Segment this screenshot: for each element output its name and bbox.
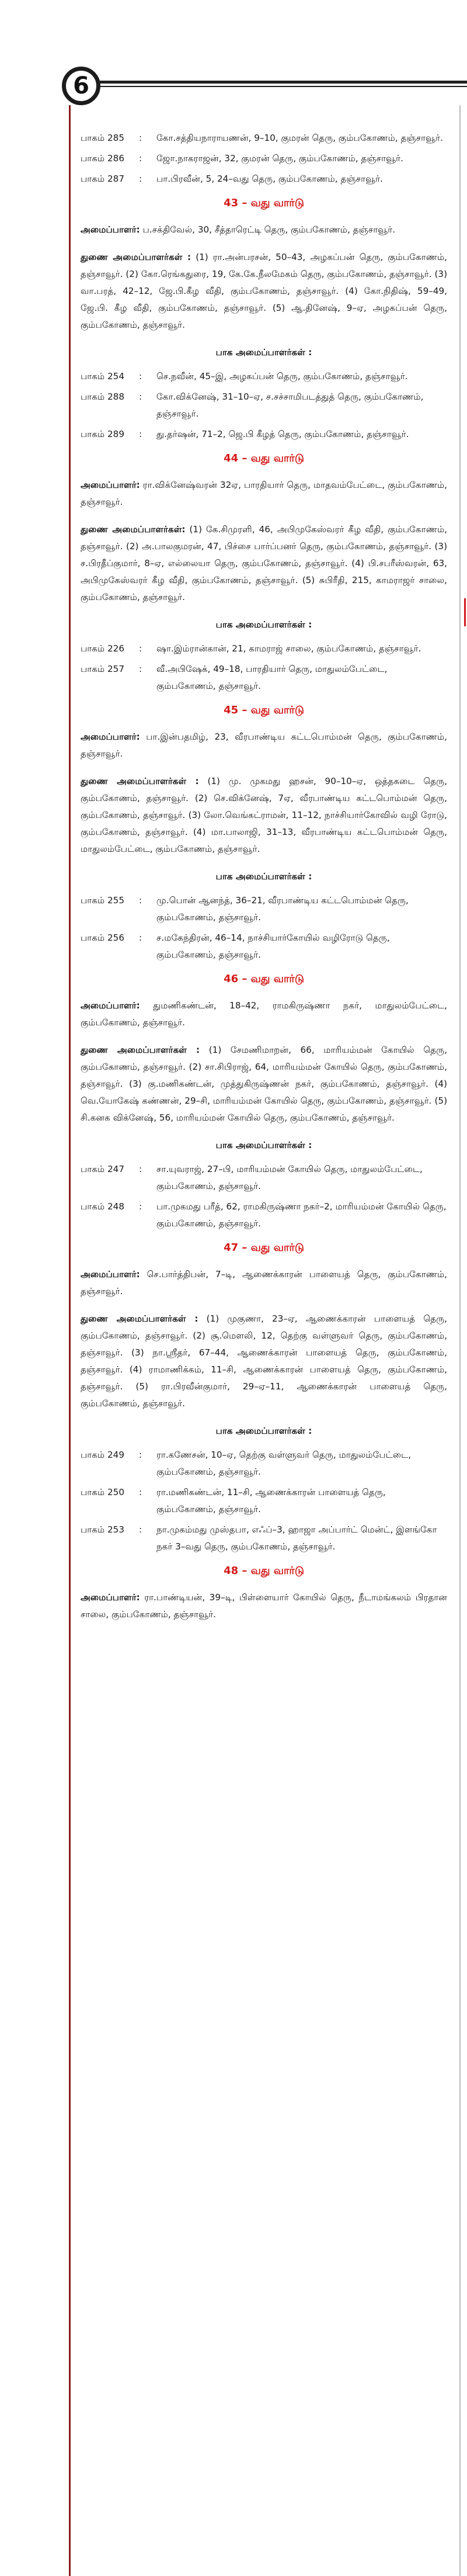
page-number-badge [62, 67, 100, 105]
booth-row [81, 1447, 447, 1481]
deputy-text: (1) முகுணா, 23–ஏ, ஆணைக்காரன் பாளையத் தெரு, கும்பகோணம், தஞ்சாவூர். (2) சூ.மெளலி, 12, தெற்கு வள்ளுவர் தெரு, கும்பகோணம், தஞ்சாவூர். (3) நா.ஸ்ரீதர், 67–44, ஆணைக்காரன் பாளையத் தெரு, கும்பகோணம், தஞ்சாவூர். (4) ராமாணிக்கம், 11–சி, ஆணைக்காரன் பாளையத் தெரு, கும்பகோணம், தஞ்சாவூர். (5) ரா.பிரவீன்குமார், 29–ஏ–11, ஆணைக்காரன் பாளையத் தெரு, கும்பகோணம், தஞ்சாவூர். [81, 1313, 448, 1409]
deputy-organizers [81, 1042, 447, 1126]
booth-address: பா.பிரவீன், 5, 24–வது தெரு, கும்பகோணம், தஞ்சாவூர். [156, 174, 383, 184]
deputy-label: துணை அமைப்பாளர்கள் : [81, 776, 199, 786]
deputy-text: (1) மு. முகமது ஹசன், 90–10–ஏ, ஒத்தகடை தெரு, கும்பகோணம், தஞ்சாவூர். (2) செ.விக்னேஷ், 7ஏ, வீரபாண்டிய கட்டபொம்மன் தெரு, கும்பகோணம், தஞ்சாவூர். (3) லோ.வெங்கட்ராமன், 11–12, நாச்சியார்கோவில் வழி ரோடு, கும்பகோணம், தஞ்சாவூர். (4) மா.பாலாஜி, 31–13, வீரபாண்டிய கட்டபொம்மன் தெரு, மாதுலம்பேட்டை, கும்பகோணம், தஞ்சாவூர். [81, 776, 448, 854]
ward-section [81, 1562, 447, 1623]
booth-separator: : [139, 153, 142, 164]
ward-organizer [81, 477, 447, 511]
booth-number: பாகம் 254 [81, 371, 124, 382]
ward-organizer [81, 221, 447, 238]
booth-row [81, 1484, 447, 1518]
booth-heading: பாக அமைப்பாளர்கள் : [215, 1140, 312, 1150]
booth-row [81, 389, 447, 422]
booth-number: பாகம் 250 [81, 1487, 124, 1497]
booth-number: பாகம் 247 [81, 1164, 124, 1174]
deputy-label: துணை அமைப்பாளர்கள் : [81, 252, 191, 262]
booth-number: பாகம் 286 [81, 153, 124, 164]
booth-address: செ.நவீன், 45–இ, அழகப்பன் தெரு, கும்பகோணம், தஞ்சாவூர். [156, 371, 408, 382]
booth-heading: பாக அமைப்பாளர்கள் : [215, 619, 312, 630]
booth-row [81, 426, 447, 443]
ward-title: 43 – வது வார்டு [224, 197, 304, 209]
booth-separator: : [139, 1201, 142, 1212]
ward-section [81, 450, 447, 695]
ward-title: 48 – வது வார்டு [224, 1565, 304, 1577]
booth-row [81, 640, 447, 657]
booth-row [81, 368, 447, 385]
organizer-text: ப.சக்திவேல், 30, சீத்தாரெட்டி தெரு, கும்பகோணம், தஞ்சாவூர். [142, 224, 396, 235]
booth-row [81, 661, 447, 695]
booth-number: பாகம் 256 [81, 932, 124, 943]
deputy-label: துணை அமைப்பாளர்கள் : [81, 1045, 200, 1055]
booth-row [81, 1521, 447, 1555]
deputy-organizers [81, 773, 447, 858]
booth-row [81, 150, 447, 167]
booth-separator: : [139, 1524, 142, 1535]
ward-title: 45 – வது வார்டு [224, 704, 304, 716]
booth-separator: : [139, 391, 142, 402]
ward-title: 44 – வது வார்டு [224, 452, 304, 464]
organizer-text: ரா.விக்னேஷ்வரன் 32ஏ, பாரதியார் தெரு, மாதவம்பேட்டை, கும்பகோணம், தஞ்சாவூர். [81, 480, 448, 507]
booth-address: பா.முகமது பரீத், 62, ராமகிருஷ்ணா நகர்–2, மாரியம்மன் கோயில் தெரு, கும்பகோணம், தஞ்சாவூர். [156, 1201, 447, 1229]
header-rule [88, 81, 467, 84]
booth-separator: : [139, 643, 142, 654]
booth-separator: : [139, 429, 142, 439]
booth-address: ரா.மணிகண்டன், 11–சி, ஆணைக்காரன் பாளையத் தெரு, கும்பகோணம், தஞ்சாவூர். [156, 1487, 386, 1514]
article-body [81, 130, 447, 1634]
booth-heading: பாக அமைப்பாளர்கள் : [215, 1426, 312, 1436]
page-number: 6 [73, 72, 89, 99]
ward-list [81, 195, 447, 1623]
ward-section [81, 970, 447, 1232]
intro-booth-list [81, 130, 447, 188]
booth-address: கோ.சத்தியநாராயணன், 9–10, குமரன் தெரு, கும்பகோணம், தஞ்சாவூர். [156, 133, 443, 143]
booth-row [81, 171, 447, 188]
deputy-label: துணை அமைப்பாளர்கள்: [81, 524, 186, 535]
booth-address: வீ.அபிஷேக், 49–18, பாரதியார் தெரு, மாதுலம்பேட்டை, கும்பகோணம், தஞ்சாவூர். [156, 664, 388, 691]
organizer-label: அமைப்பாளர்: [81, 1000, 140, 1011]
booth-number: பாகம் 285 [81, 133, 124, 143]
booth-address: மு.பொன் ஆனந்த், 36–21, வீரபாண்டிய கட்டபொம்மன் தெரு, கும்பகோணம், தஞ்சாவூர். [156, 895, 409, 923]
booth-number: பாகம் 288 [81, 391, 124, 402]
deputy-text: (1) சேமணிமாறன், 66, மாரியம்மன் கோயில் தெரு, கும்பகோணம், தஞ்சாவூர். (2) சா.சிபிராஜ், 64, மாரியம்மன் கோயில் தெரு, கும்பகோணம், தஞ்சாவூர். (3) கு.மணிகண்டன், முத்துகிருஷ்ணன் நகர், கும்பகோணம், தஞ்சாவூர். (4) வெ.யோகேஷ் கண்ணன், 29–சி, மாரியம்மன் கோயில் தெரு, கும்பகோணம், தஞ்சாவூர். (5) சி.கனக விக்னேஷ், 56, மாரியம்மன் கோயில் தெரு, கும்பகோணம், தஞ்சாவூர். [81, 1045, 447, 1123]
booth-separator: : [139, 1487, 142, 1497]
booth-row [81, 130, 447, 147]
ward-organizer [81, 729, 447, 762]
margin-marker [464, 598, 466, 626]
organizer-label: அமைப்பாளர்: [81, 1592, 140, 1603]
booth-row [81, 1198, 447, 1232]
booth-separator: : [139, 174, 142, 184]
ward-title: 47 – வது வார்டு [224, 1242, 304, 1254]
booth-address: கோ.விக்னேஷ், 31–10–ஏ, ச.சச்சாமிபடத்துத் தெரு, கும்பகோணம், தஞ்சாவூர். [156, 391, 424, 419]
deputy-label: துணை அமைப்பாளர்கள் : [81, 1313, 198, 1324]
booth-number: பாகம் 289 [81, 429, 124, 439]
column-border [69, 105, 71, 2576]
ward-title: 46 – வது வார்டு [224, 973, 304, 985]
booth-number: பாகம் 249 [81, 1450, 124, 1460]
deputy-text: (1) ரா.அன்பரசன், 50–43, அழகப்பன் தெரு, கும்பகோணம், தஞ்சாவூர். (2) கோ.ரெங்கதுரை, 19, கே.கே.நீலமேகம் தெரு, கும்பகோணம், தஞ்சாவூர். (3) வா.பரத், 42–12, ஜே.பி.கீழ வீதி, கும்பகோணம், தஞ்சாவூர். (4) கோ.நிதிஷ், 59–49, ஜே.பி. கீழ வீதி, கும்பகோணம், தஞ்சாவூர். (5) ஆ.தினேஷ், 9–ஏ, அழகப்பன் தெரு, கும்பகோணம், தஞ்சாவூர். [81, 252, 447, 330]
organizer-text: துமணிகண்டன், 18–42, ராமகிருஷ்ணா நகர், மாதுலம்பேட்டை, கும்பகோணம், தஞ்சாவூர். [81, 1000, 447, 1028]
booth-separator: : [139, 664, 142, 674]
ward-organizer [81, 997, 447, 1031]
booth-number: பாகம் 253 [81, 1524, 124, 1535]
ward-section [81, 702, 447, 963]
deputy-organizers [81, 1310, 447, 1412]
booth-separator: : [139, 133, 142, 143]
booth-separator: : [139, 1164, 142, 1174]
deputy-text: (1) கே.சிமுரளி, 46, அபிமுகேஸ்வரர் கீழ வீதி, கும்பகோணம், தஞ்சாவூர். (2) அ.பாலகுமரன், 47, பிச்சை பார்ப்பனர் தெரு, கும்பகோணம், தஞ்சாவூர். (3) ச.பிரதீப்குமார், 8–ஏ, எல்லையா தெரு, கும்பகோணம், தஞ்சாவூர். (4) பி.சபரீஸ்வரன், 63, அபிமுகேஸ்வரர் கீழ வீதி, கும்பகோணம், தஞ்சாவூர். (5) சுபிரீதி, 215, காமராஜர் சாலை, கும்பகோணம், தஞ்சாவூர். [81, 524, 447, 602]
booth-address: ஜோ.நாகராஜன், 32, குமரன் தெரு, கும்பகோணம், தஞ்சாவூர். [156, 153, 403, 164]
header-rule-thin [88, 86, 467, 87]
booth-address: து.தர்ஷன், 71–2, ஜெ.பி கீழத் தெரு, கும்பகோணம், தஞ்சாவூர். [156, 429, 409, 439]
booth-row [81, 930, 447, 963]
booth-row [81, 1161, 447, 1195]
booth-address: சா.யுவராஜ், 27–பி, மாரியம்மன் கோயில் தெரு, மாதுலம்பேட்டை, கும்பகோணம், தஞ்சாவூர். [156, 1164, 423, 1191]
booth-separator: : [139, 1450, 142, 1460]
organizer-label: அமைப்பாளர்: [81, 731, 140, 742]
organizer-label: அமைப்பாளர்: [81, 480, 140, 490]
organizer-text: செ.பார்த்திபன், 7–டி, ஆணைக்காரன் பாளையத் தெரு, கும்பகோணம், தஞ்சாவூர். [81, 1269, 447, 1296]
ward-section [81, 1239, 447, 1555]
booth-address: ரா.கணேசன், 10–ஏ, தெற்கு வள்ளுவர் தெரு, மாதுலம்பேட்டை, கும்பகோணம், தஞ்சாவூர். [156, 1450, 412, 1477]
deputy-organizers [81, 521, 447, 606]
booth-separator: : [139, 932, 142, 943]
organizer-label: அமைப்பாளர்: [81, 1269, 140, 1280]
booth-address: ஷா.இம்ரான்கான், 21, காமராஜ் சாலை, கும்பகோணம், தஞ்சாவூர். [156, 643, 421, 654]
booth-number: பாகம் 226 [81, 643, 124, 654]
deputy-organizers [81, 249, 447, 334]
booth-number: பாகம் 255 [81, 895, 124, 906]
organizer-label: அமைப்பாளர்: [81, 224, 140, 235]
booth-heading: பாக அமைப்பாளர்கள் : [215, 347, 312, 358]
booth-number: பாகம் 287 [81, 174, 124, 184]
booth-row [81, 892, 447, 926]
booth-separator: : [139, 895, 142, 906]
booth-separator: : [139, 371, 142, 382]
booth-heading: பாக அமைப்பாளர்கள் : [215, 871, 312, 882]
booth-number: பாகம் 248 [81, 1201, 124, 1212]
ward-organizer [81, 1589, 447, 1623]
booth-address: நா.முகம்மது முஸ்தபா, எஃப்–3, ஹாஜா அப்பார்ட் மென்ட், இளங்கோ நகர் 3–வது தெரு, கும்பகோணம், தஞ்சாவூர். [156, 1524, 437, 1552]
booth-address: ச.மகேந்திரன், 46–14, நாச்சியார்கோயில் வழிரோடு தெரு, கும்பகோணம், தஞ்சாவூர். [156, 932, 390, 960]
organizer-text: ரா.பாண்டியன், 39–டி, பிள்ளையார் கோயில் தெரு, நீடாமங்கலம் பிரதான சாலை, கும்பகோணம், தஞ்சாவூர். [81, 1592, 448, 1620]
column-divider [459, 105, 461, 2576]
organizer-text: பா.இன்பதமிழ், 23, வீரபாண்டிய கட்டபொம்மன் தெரு, கும்பகோணம், தஞ்சாவூர். [81, 731, 448, 759]
ward-organizer [81, 1266, 447, 1300]
booth-number: பாகம் 257 [81, 664, 124, 674]
ward-section [81, 195, 447, 443]
